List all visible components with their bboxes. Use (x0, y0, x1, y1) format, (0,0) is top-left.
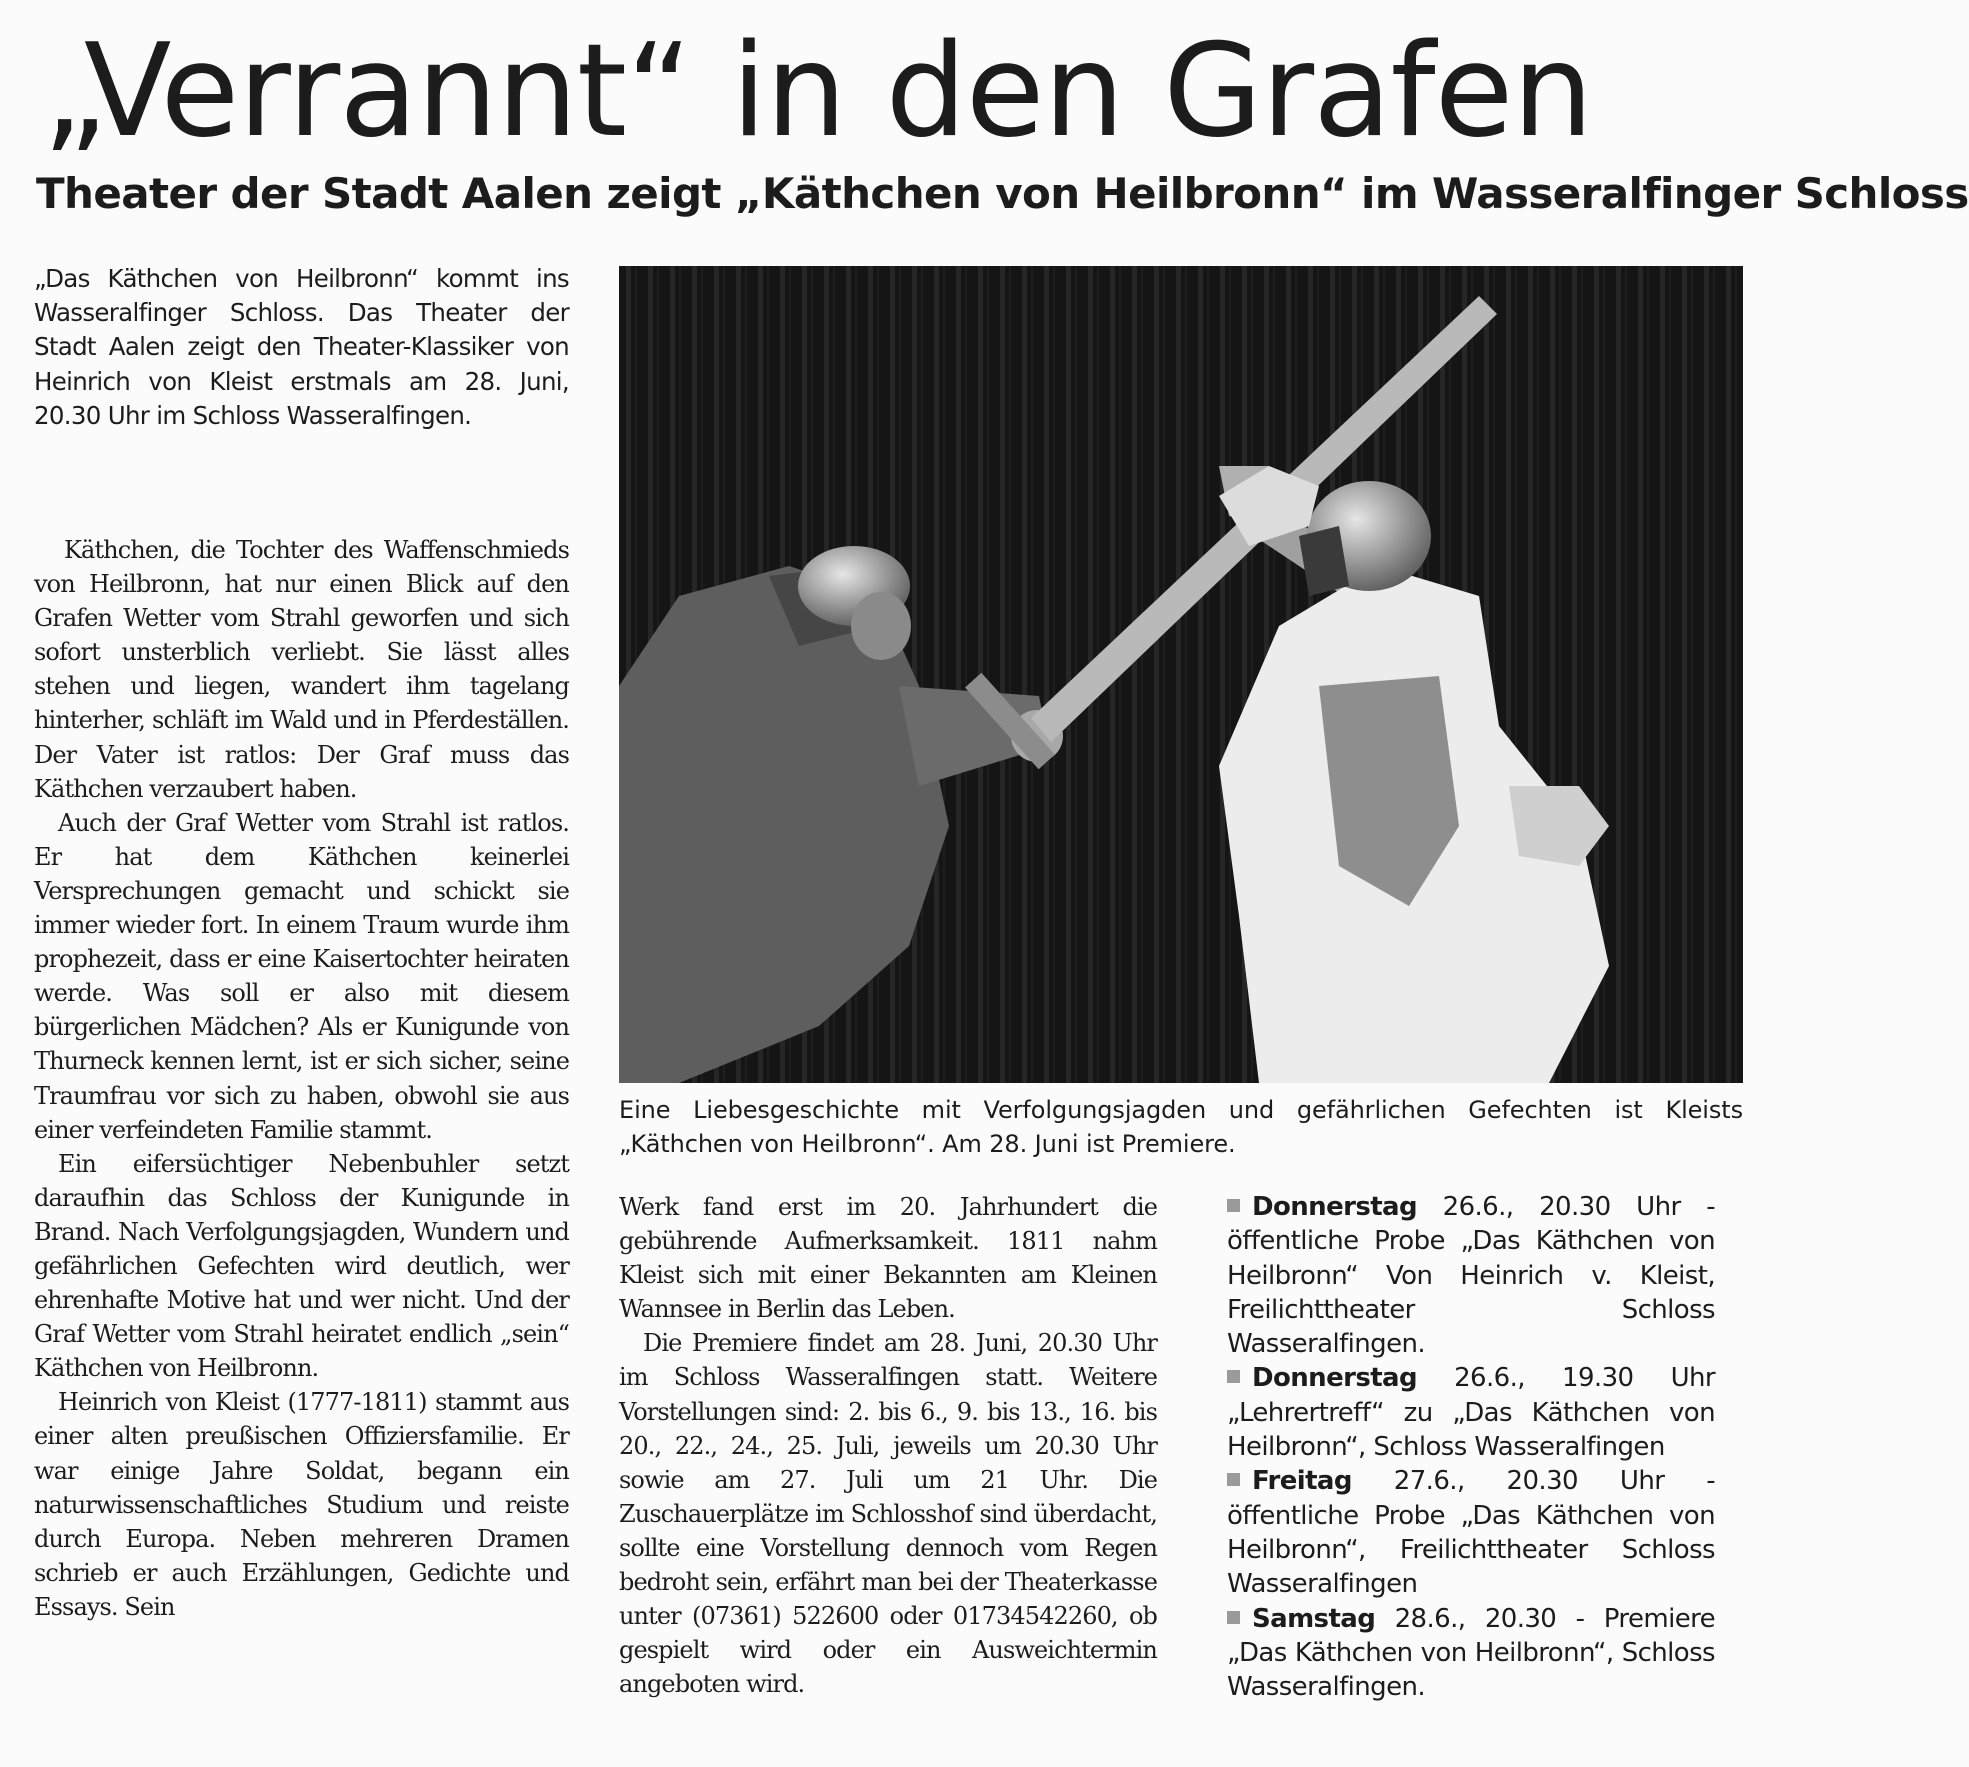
bullet-icon (1227, 1370, 1240, 1383)
body-paragraph: Die Premiere findet am 28. Juni, 20.30 Uhr im Schloss Wasseralfingen statt. Weitere Vorstellungen sind: 2. bis 6., 9. bis 13., 16. bis 20., 22., 24., 25. Juli, jeweils um 20.30 Uhr sowie am 27. Juli um 21 Uhr. Die Zuschauerplätze im Schlosshof sind überdacht, sollte eine Vorstellung dennoch vom Regen bedroht sein, erfährt man bei der Theaterkasse unter (07361) 522600 oder 01734542260, ob gespielt wird oder ein Ausweichtermin angeboten wird. (619, 1329, 1157, 1699)
body-paragraph: Heinrich von Kleist (1777-1811) stammt aus einer alten preußischen Offiziersfamilie. Er war einige Jahre Soldat, begann ein naturwissenschaftliches Studium und reiste durch Europa. Neben mehreren Dramen schrieb er auch Erzählungen, Gedichte und Essays. Sein (34, 1388, 569, 1621)
headline: „Verrannt“ in den Grafen (42, 17, 1593, 166)
article-photo (619, 266, 1743, 1083)
event-details: 27.6., 20.30 Uhr - öffentliche Probe „Das Käthchen von Heilbronn“, Freilichttheater Schloss Wasseralfingen (1227, 1466, 1715, 1600)
body-paragraph: Käthchen, die Tochter des Waffenschmieds von Heilbronn, hat nur einen Blick auf den Grafen Wetter vom Strahl geworfen und sich sofort unsterblich verliebt. Sie lässt alles stehen und liegen, wandert ihm tagelang hinterher, schläft im Wald und in Pferdeställen. Der Vater ist ratlos: Der Graf muss das Käthchen verzaubert haben. (34, 536, 569, 803)
body-column-left (34, 533, 569, 1624)
event-day: Samstag (1252, 1603, 1376, 1634)
event-list (1227, 1190, 1715, 1704)
sword-fight-photo (619, 266, 1743, 1083)
event-item (1227, 1361, 1715, 1464)
event-day: Freitag (1252, 1466, 1352, 1497)
event-item (1227, 1464, 1715, 1601)
body-paragraph: Ein eifersüchtiger Nebenbuhler setzt daraufhin das Schloss der Kunigunde in Brand. Nach Verfolgungsjagden, Wundern und gefährlichen Gefechten wird deutlich, wer ehrenhafte Motive hat und wer nicht. Und der Graf Wetter vom Strahl heiratet endlich „sein“ Käthchen von Heilbronn. (34, 1149, 569, 1383)
event-item (1227, 1190, 1715, 1361)
body-column-middle (619, 1190, 1157, 1701)
bullet-icon (1227, 1199, 1240, 1212)
body-paragraph: Auch der Graf Wetter vom Strahl ist ratlos. Er hat dem Käthchen keinerlei Versprechungen gemacht und schickt sie immer wieder fort. In einem Traum wurde ihm prophezeit, dass er eine Kaisertochter heiraten werde. Was soll er also mit diesem bürgerlichen Mädchen? Als er Kunigunde von Thurneck kennen lernt, ist er sich sicher, seine Traumfrau vor sich zu haben, obwohl sie aus einer verfeindeten Familie stammt. (34, 808, 569, 1144)
photo-caption: Eine Liebesgeschichte mit Verfolgungsjagden und gefährlichen Gefechten ist Kleists „Käthchen von Heilbronn“. Am 28. Juni ist Premiere. (619, 1096, 1743, 1158)
event-day: Donnerstag (1252, 1192, 1417, 1222)
event-details: 26.6., 19.30 Uhr „Lehrertreff“ zu „Das Käthchen von Heilbronn“, Schloss Wasseralfingen (1227, 1363, 1715, 1463)
event-details: 28.6., 20.30 - Premiere „Das Käthchen von Heilbronn“, Schloss Wasseralfingen. (1227, 1603, 1715, 1703)
bullet-icon (1227, 1611, 1240, 1624)
event-item (1227, 1602, 1715, 1705)
lead-paragraph: „Das Käthchen von Heilbronn“ kommt ins Wasseralfinger Schloss. Das Theater der Stadt Aalen zeigt den Theater-Klassiker von Heinrich von Kleist erstmals am 28. Juni, 20.30 Uhr im Schloss Wasseralfingen. (34, 264, 569, 430)
body-paragraph: Werk fand erst im 20. Jahrhundert die gebührende Aufmerksamkeit. 1811 nahm Kleist sich mit einer Bekannten am Kleinen Wannsee in Berlin das Leben. (619, 1193, 1157, 1324)
event-day: Donnerstag (1252, 1363, 1417, 1394)
bullet-icon (1227, 1473, 1240, 1486)
subheadline: Theater der Stadt Aalen zeigt „Käthchen von Heilbronn“ im Wasseralfinger Schloss (36, 169, 1969, 218)
event-details: 26.6., 20.30 Uhr - öffentliche Probe „Das Käthchen von Heilbronn“ Von Heinrich v. Kleist, Freilichttheater Schloss Wasseralfingen. (1227, 1192, 1715, 1360)
